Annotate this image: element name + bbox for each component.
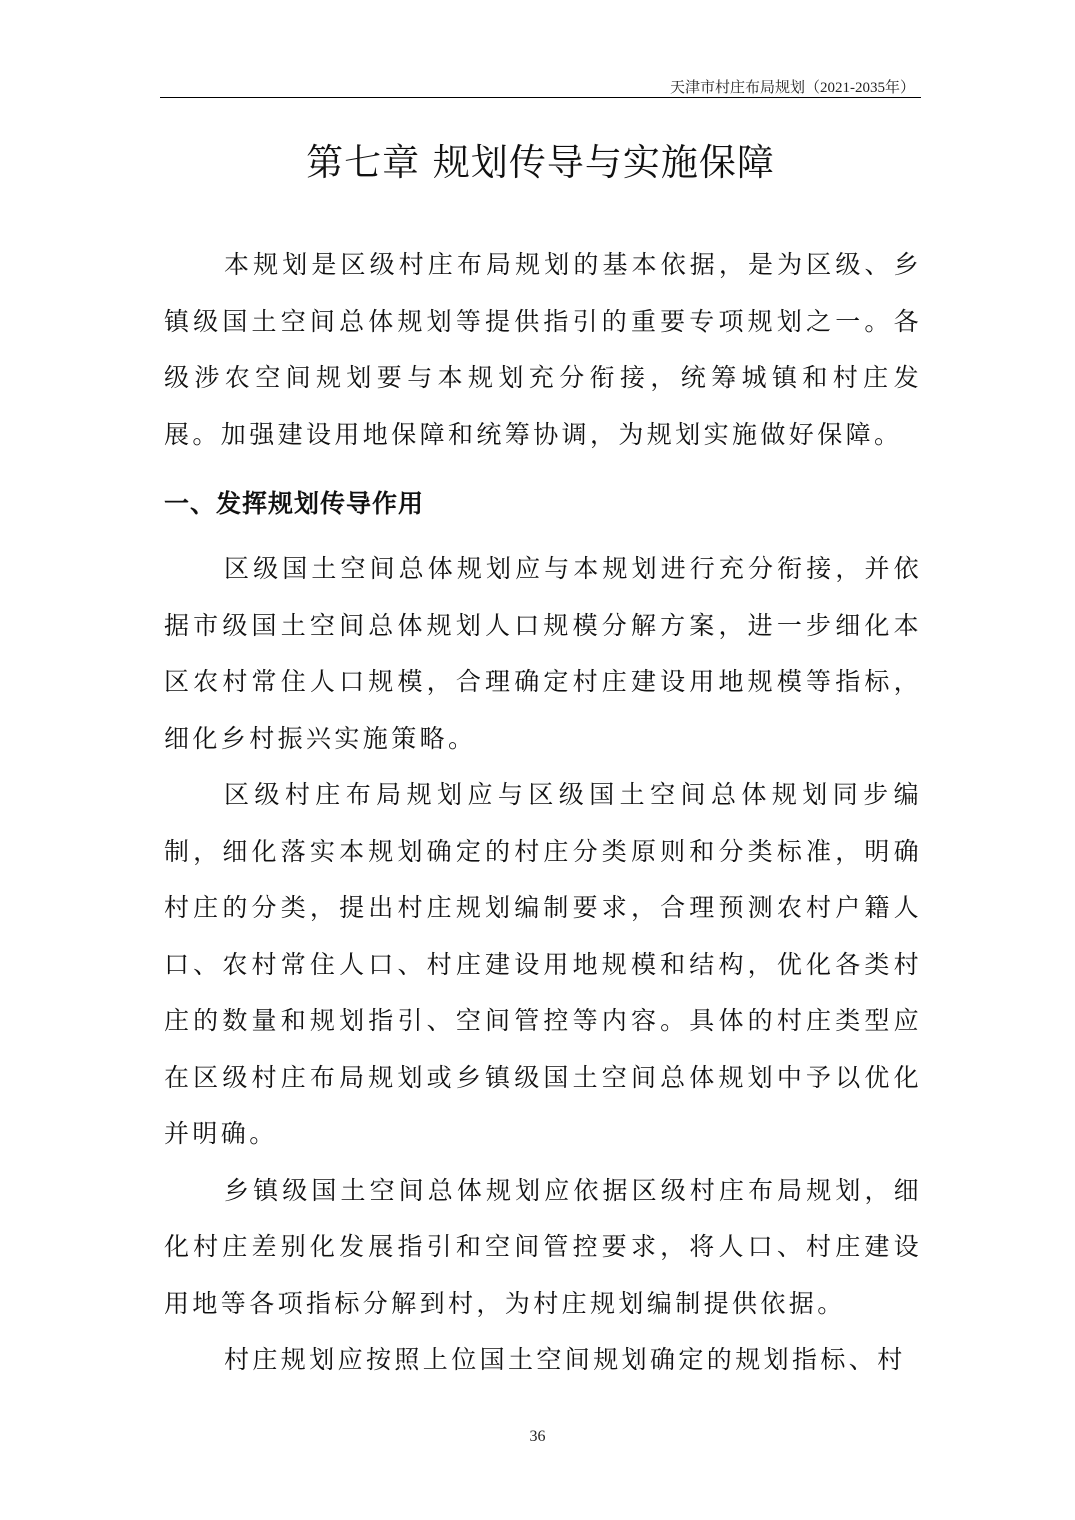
body-paragraph: 区级国土空间总体规划应与本规划进行充分衔接，并依据市级国土空间总体规划人口规模分解方案，进一步细化本区农村常住人口规模，合理确定村庄建设用地规模等指标，细化乡村振兴实施策略。	[164, 554, 922, 753]
section-heading: 一、发挥规划传导作用	[164, 489, 425, 518]
body-paragraph: 区级村庄布局规划应与区级国土空间总体规划同步编制，细化落实本规划确定的村庄分类原则和分类标准，明确村庄的分类，提出村庄规划编制要求，合理预测农村户籍人口、农村常住人口、村庄建设用地规模和结构，优化各类村庄的数量和规划指引、空间管控等内容。具体的村庄类型应在区级村庄布局规划或乡镇级国土空间总体规划中予以优化并明确。	[164, 780, 922, 1148]
body-paragraph: 村庄规划应按照上位国土空间规划确定的规划指标、村	[224, 1345, 906, 1374]
page-number: 36	[529, 1428, 546, 1445]
chapter-title: 第七章 规划传导与实施保障	[306, 141, 775, 184]
intro-paragraph: 本规划是区级村庄布局规划的基本依据，是为区级、乡镇级国土空间总体规划等提供指引的重要专项规划之一。各级涉农空间规划要与本规划充分衔接，统筹城镇和村庄发展。加强建设用地保障和统筹协调，为规划实施做好保障。	[164, 250, 922, 449]
body-paragraph: 乡镇级国土空间总体规划应依据区级村庄布局规划，细化村庄差别化发展指引和空间管控要求，将人口、村庄建设用地等各项指标分解到村，为村庄规划编制提供依据。	[164, 1175, 922, 1318]
header-divider	[160, 97, 921, 98]
running-title: 天津市村庄布局规划（2021-2035年）	[670, 80, 915, 96]
page-body	[164, 237, 922, 1389]
